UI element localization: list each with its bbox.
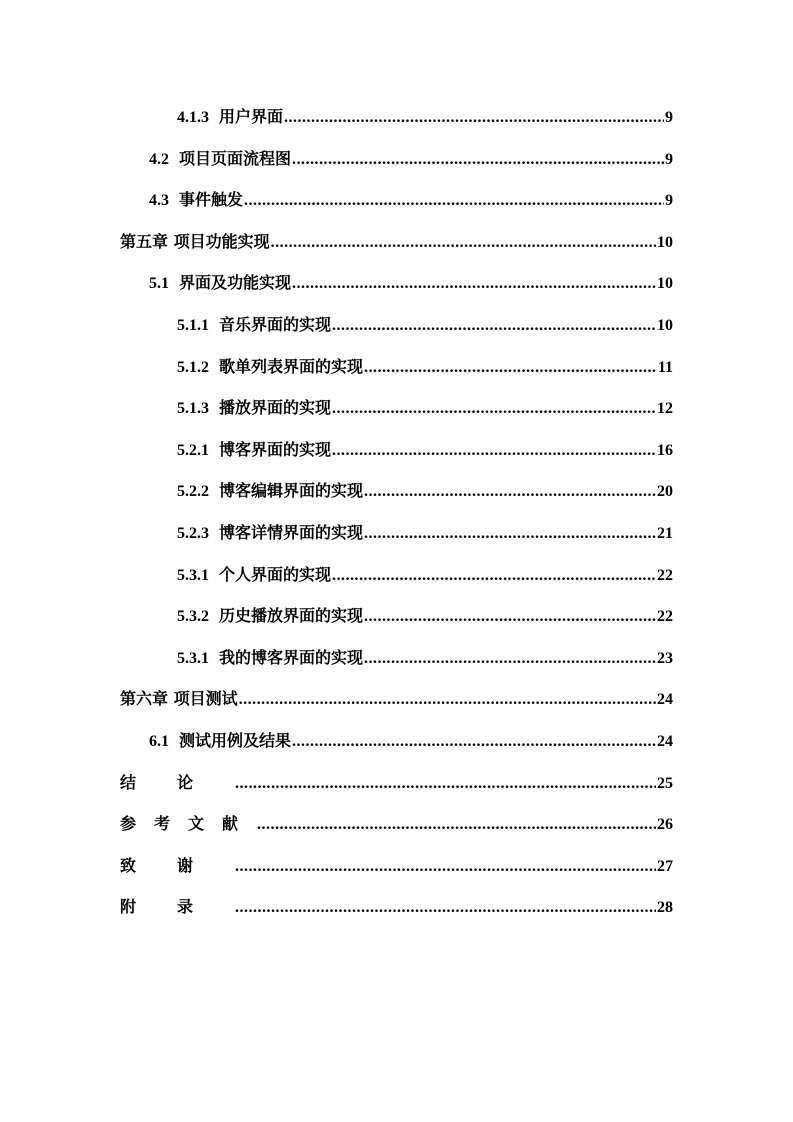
toc-dot-leader [292, 139, 664, 181]
toc-entry-number: 4.2 [149, 150, 169, 168]
toc-entry-title: 第六章 项目测试 [120, 689, 238, 709]
toc-entry-title: 参考文献 [120, 814, 257, 834]
toc-entry-page: 21 [657, 524, 673, 542]
toc-dot-leader [284, 97, 664, 139]
toc-entry-page: 10 [657, 316, 673, 334]
toc-entry-title: 博客界面的实现 [219, 439, 332, 459]
toc-entry-page: 28 [657, 899, 673, 917]
toc-entry-number: 5.3.1 [177, 566, 209, 584]
toc-entry-acknowledgements[interactable] [120, 845, 673, 887]
toc-entry-page: 16 [657, 441, 673, 459]
toc-entry-number: 5.2.1 [177, 441, 209, 459]
toc-entry-5-1-3[interactable] [177, 387, 673, 429]
toc-entry-title: 我的博客界面的实现 [219, 647, 364, 667]
toc-entry-page: 10 [657, 233, 673, 251]
toc-entry-number: 5.1.3 [177, 400, 209, 418]
toc-dot-leader [271, 222, 656, 264]
toc-entry-title: 事件触发 [179, 190, 244, 210]
toc-entry-chapter-6[interactable] [120, 678, 673, 720]
toc-entry-5-2-3[interactable] [177, 512, 673, 554]
toc-dot-leader [332, 555, 656, 597]
toc-entry-number: 5.2.2 [177, 483, 209, 501]
toc-entry-number: 4.1.3 [177, 109, 209, 126]
table-of-contents [0, 96, 793, 928]
toc-entry-number: 5.3.2 [177, 608, 209, 626]
toc-entry-title: 致谢 [120, 855, 235, 875]
toc-entry-page: 10 [657, 275, 673, 293]
toc-entry-title: 音乐界面的实现 [219, 314, 332, 334]
toc-dot-leader [292, 263, 656, 305]
toc-entry-page: 26 [657, 816, 673, 834]
toc-dot-leader [235, 846, 656, 888]
toc-entry-5-1[interactable] [149, 262, 673, 304]
toc-entry-title: 博客详情界面的实现 [219, 522, 364, 542]
toc-entry-page: 11 [657, 358, 673, 376]
toc-entry-title: 测试用例及结果 [179, 730, 292, 750]
toc-dot-leader [235, 763, 656, 805]
toc-dot-leader [332, 388, 656, 430]
toc-entry-number: 4.3 [149, 192, 169, 210]
toc-entry-title: 播放界面的实现 [219, 398, 332, 418]
toc-dot-leader [244, 180, 664, 222]
toc-dot-leader [239, 679, 656, 721]
toc-entry-page: 20 [657, 483, 673, 501]
toc-dot-leader [332, 305, 656, 347]
toc-entry-chapter-5[interactable] [120, 221, 673, 263]
toc-entry-title: 历史播放界面的实现 [219, 606, 364, 626]
toc-entry-4-2[interactable] [149, 138, 673, 180]
toc-entry-number: 5.1.1 [177, 316, 209, 334]
toc-dot-leader [364, 596, 656, 638]
toc-entry-title: 博客编辑界面的实现 [219, 481, 364, 501]
toc-entry-5-1-1[interactable] [177, 304, 673, 346]
toc-entry-title: 个人界面的实现 [219, 564, 332, 584]
toc-entry-5-1-2[interactable] [177, 346, 673, 388]
toc-entry-number: 5.3.1 [177, 649, 209, 667]
toc-entry-6-1[interactable] [149, 720, 673, 762]
toc-entry-number: 5.1 [149, 275, 169, 293]
toc-entry-4-3[interactable] [149, 179, 673, 221]
toc-dot-leader [257, 804, 656, 846]
toc-dot-leader [235, 887, 656, 929]
toc-entry-page: 25 [657, 774, 673, 792]
toc-entry-page: 9 [665, 150, 673, 168]
toc-entry-conclusion[interactable] [120, 762, 673, 804]
toc-entry-title: 项目页面流程图 [179, 148, 292, 168]
toc-dot-leader [332, 430, 656, 472]
toc-entry-appendix[interactable] [120, 886, 673, 928]
toc-entry-5-2-1[interactable] [177, 429, 673, 471]
toc-entry-title: 界面及功能实现 [179, 273, 292, 293]
toc-entry-page: 24 [657, 732, 673, 750]
toc-entry-page: 12 [657, 400, 673, 418]
toc-entry-number: 5.1.2 [177, 358, 209, 376]
toc-entry-title: 歌单列表界面的实现 [219, 356, 364, 376]
toc-entry-5-2-2[interactable] [177, 470, 673, 512]
toc-entry-title: 用户界面 [219, 107, 284, 126]
toc-entry-title: 附录 [120, 897, 235, 917]
toc-dot-leader [364, 347, 657, 389]
toc-entry-references[interactable] [120, 803, 673, 845]
toc-entry-title: 结论 [120, 772, 235, 792]
toc-entry-5-3-1-my-blog[interactable] [177, 637, 673, 679]
toc-entry-title: 第五章 项目功能实现 [120, 231, 270, 251]
toc-entry-page: 9 [665, 192, 673, 210]
toc-entry-number: 5.2.3 [177, 524, 209, 542]
toc-entry-5-3-2[interactable] [177, 595, 673, 637]
toc-dot-leader [364, 638, 656, 680]
toc-entry-page: 23 [657, 649, 673, 667]
toc-entry-page: 22 [657, 608, 673, 626]
toc-dot-leader [292, 721, 656, 763]
toc-dot-leader [364, 513, 656, 555]
toc-entry-page: 27 [657, 857, 673, 875]
toc-entry-5-3-1[interactable] [177, 554, 673, 596]
toc-entry-4-1-3[interactable] [177, 96, 673, 138]
toc-entry-page: 22 [657, 566, 673, 584]
toc-entry-number: 6.1 [149, 732, 169, 750]
toc-dot-leader [364, 471, 656, 513]
toc-entry-page: 24 [657, 691, 673, 709]
toc-entry-page: 9 [665, 109, 673, 126]
